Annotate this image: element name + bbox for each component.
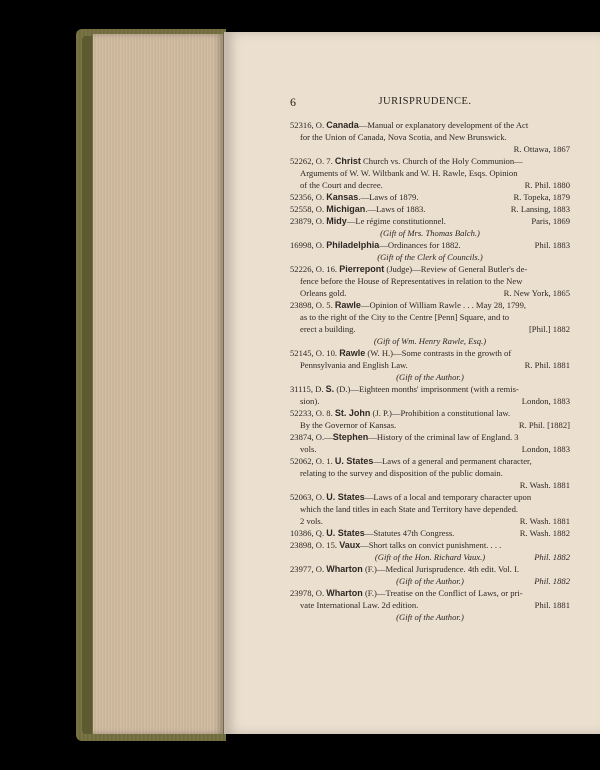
- entry-line: [290, 203, 570, 215]
- entry-title: (Judge)—Review of General Butler's de-: [384, 264, 528, 274]
- entry-text: vate International Law. 2d edition.: [300, 600, 419, 610]
- entry-text: 31115, D.: [290, 384, 326, 394]
- page-number: 6: [290, 95, 296, 109]
- entry-text: Arguments of W. W. Wiltbank and W. H. Rawle, Esqs. Opinion: [300, 168, 518, 178]
- entry-title: .—Laws of 1879.: [358, 192, 419, 202]
- entry-line: [290, 395, 570, 407]
- entry-imprint: R. Ottawa, 1867: [513, 144, 570, 154]
- entry-imprint: London, 1883: [521, 396, 570, 406]
- entry-imprint: London, 1883: [521, 444, 570, 454]
- entry-line: [290, 407, 570, 419]
- entry-title: —Statutes 47th Congress.: [364, 528, 455, 538]
- entry-title: —Opinion of William Rawle . . . May 28, 1799,: [360, 300, 527, 310]
- entry-keyword: Michigan: [326, 204, 366, 214]
- entry-line: [290, 179, 570, 191]
- entry-keyword: Rawle: [334, 300, 361, 310]
- entry-text: (Gift of the Author.): [396, 372, 464, 382]
- entry-line: [290, 575, 570, 587]
- entry-keyword: Stephen: [332, 432, 369, 442]
- entry-title: (J. P.)—Prohibition a constitutional law.: [370, 408, 511, 418]
- entry-line: [290, 563, 570, 575]
- entry-line: [290, 383, 570, 395]
- entry-keyword: Wharton: [326, 588, 363, 598]
- entry-text: sion).: [300, 396, 320, 406]
- entry-text: 2 vols.: [300, 516, 323, 526]
- entry-keyword: Christ: [334, 156, 361, 166]
- entry-line: [290, 275, 570, 287]
- entry-keyword: U. States: [326, 528, 365, 538]
- entry-keyword: S.: [325, 384, 335, 394]
- entry-text: 52316, O.: [290, 120, 327, 130]
- entry-imprint: R. Phil. [1882]: [518, 420, 570, 430]
- entry-text: 52233, O. 8.: [290, 408, 335, 418]
- entry-keyword: St. John: [334, 408, 371, 418]
- entry-line: [290, 599, 570, 611]
- entry-line: [290, 515, 570, 527]
- entry-text: Orleans gold.: [300, 288, 347, 298]
- entry-text: for the Union of Canada, Nova Scotia, and New Brunswick.: [300, 132, 507, 142]
- entry-keyword: U. States: [334, 456, 374, 466]
- entry-imprint: R. New York, 1865: [503, 288, 570, 298]
- entry-keyword: Canada: [326, 120, 359, 130]
- entry-imprint: R. Topeka, 1879: [513, 192, 570, 202]
- entry-imprint: R. Phil. 1880: [524, 180, 570, 190]
- entry-text: 52226, O. 16.: [290, 264, 340, 274]
- entry-text: 52145, O. 10.: [290, 348, 340, 358]
- entry-title: .—Laws of 1883.: [365, 204, 426, 214]
- entry-imprint: Phil. 1882: [534, 576, 570, 586]
- entry-line: [290, 215, 570, 227]
- entry-text: 52356, O.: [290, 192, 327, 202]
- entry-imprint: Paris, 1869: [531, 216, 570, 226]
- entry-keyword: U. States: [326, 492, 365, 502]
- entry-text: erect a building.: [300, 324, 356, 334]
- entry-text: 23874, O.—: [290, 432, 333, 442]
- entry-keyword: Midy: [326, 216, 347, 226]
- entry-text: which the land titles in each State and Territory have depended.: [300, 504, 519, 514]
- entry-title: —Le régime constitutionnel.: [346, 216, 446, 226]
- entry-line: [290, 251, 570, 263]
- entry-line: [290, 335, 570, 347]
- entry-imprint: [Phil.] 1882: [528, 324, 570, 334]
- catalog-entries: [290, 119, 570, 623]
- entry-text: 23977, O.: [290, 564, 327, 574]
- entry-title: —Ordinances for 1882.: [379, 240, 461, 250]
- entry-text: By the Governor of Kansas.: [300, 420, 397, 430]
- entry-keyword: Rawle: [339, 348, 366, 358]
- entry-title: —Short talks on convict punishment. . . .: [360, 540, 502, 550]
- entry-keyword: Vaux: [339, 540, 361, 550]
- entry-title: —History of the criminal law of England. 3: [368, 432, 519, 442]
- entry-title: —Manual or explanatory development of the Act: [358, 120, 529, 130]
- entry-text: 23978, O.: [290, 588, 327, 598]
- entry-text: (Gift of the Clerk of Councils.): [377, 252, 483, 262]
- entry-text: 23879, O.: [290, 216, 327, 226]
- entry-line: [290, 155, 570, 167]
- entry-line: [290, 347, 570, 359]
- entry-line: [290, 491, 570, 503]
- entry-line: [290, 191, 570, 203]
- entry-line: [290, 455, 570, 467]
- entry-line: [290, 467, 570, 479]
- entry-line: [290, 131, 570, 143]
- entry-keyword: Pierrepont: [339, 264, 385, 274]
- entry-line: [290, 119, 570, 131]
- entry-text: relating to the survey and disposition of the public domain.: [300, 468, 503, 478]
- entry-text: Pennsylvania and English Law.: [300, 360, 408, 370]
- entry-imprint: R. Phil. 1881: [524, 360, 570, 370]
- entry-line: [290, 323, 570, 335]
- entry-title: —Laws of a local and temporary character upon: [364, 492, 532, 502]
- entry-title: (F.)—Medical Jurisprudence. 4th edit. Vol. I.: [362, 564, 520, 574]
- entry-line: [290, 527, 570, 539]
- entry-line: [290, 143, 570, 155]
- entry-text: vols.: [300, 444, 317, 454]
- entry-line: [290, 443, 570, 455]
- entry-imprint: R. Wash. 1882: [519, 528, 570, 538]
- entry-line: [290, 431, 570, 443]
- entry-text: 52063, O.: [290, 492, 327, 502]
- entry-line: [290, 539, 570, 551]
- page-edges: [93, 34, 223, 734]
- entry-title: (D.)—Eighteen months' imprisonment (with a remis-: [334, 384, 519, 394]
- entry-title: Church vs. Church of the Holy Communion—: [360, 156, 523, 166]
- running-title: JURISPRUDENCE.: [378, 96, 472, 107]
- entry-line: [290, 227, 570, 239]
- entry-line: [290, 551, 570, 563]
- entry-line: [290, 263, 570, 275]
- entry-text: 10386, Q.: [290, 528, 327, 538]
- entry-line: [290, 611, 570, 623]
- entry-text: 52262, O. 7.: [290, 156, 335, 166]
- entry-title: (F.)—Treatise on the Conflict of Laws, or pri-: [362, 588, 523, 598]
- entry-title: —Laws of a general and permanent character,: [373, 456, 532, 466]
- entry-line: [290, 371, 570, 383]
- entry-text: as to the right of the City to the Centre [Penn] Square, and to: [300, 312, 510, 322]
- entry-line: [290, 587, 570, 599]
- entry-line: [290, 287, 570, 299]
- entry-line: [290, 419, 570, 431]
- entry-text: 23898, O. 15.: [290, 540, 340, 550]
- entry-line: [290, 239, 570, 251]
- book-spine-edge: [82, 36, 92, 734]
- entry-line: [290, 359, 570, 371]
- entry-text: (Gift of the Author.): [396, 612, 464, 622]
- entry-text: (Gift of the Author.): [396, 576, 464, 586]
- entry-line: [290, 311, 570, 323]
- entry-text: 23898, O. 5.: [290, 300, 335, 310]
- entry-text: of the Court and decree.: [300, 180, 383, 190]
- entry-imprint: Phil. 1881: [534, 600, 570, 610]
- entry-title: (W. H.)—Some contrasts in the growth of: [365, 348, 512, 358]
- entry-text: 52558, O.: [290, 204, 327, 214]
- entry-line: [290, 167, 570, 179]
- entry-imprint: R. Lansing, 1883: [510, 204, 570, 214]
- entry-line: [290, 479, 570, 491]
- entry-line: [290, 299, 570, 311]
- entry-imprint: R. Wash. 1881: [519, 516, 570, 526]
- entry-keyword: Philadelphia: [326, 240, 380, 250]
- entry-text: 52062, O. 1.: [290, 456, 335, 466]
- entry-text: 16998, O.: [290, 240, 327, 250]
- entry-text: (Gift of Mrs. Thomas Balch.): [380, 228, 480, 238]
- entry-imprint: Phil. 1883: [534, 240, 570, 250]
- entry-imprint: Phil. 1882: [534, 552, 570, 562]
- entry-line: [290, 503, 570, 515]
- entry-keyword: Kansas: [326, 192, 359, 202]
- entry-keyword: Wharton: [326, 564, 363, 574]
- entry-imprint: R. Wash. 1881: [519, 480, 570, 490]
- entry-text: (Gift of the Hon. Richard Vaux.): [374, 552, 486, 562]
- entry-text: fence before the House of Representatives in relation to the New: [300, 276, 523, 286]
- entry-text: (Gift of Wm. Henry Rawle, Esq.): [373, 336, 487, 346]
